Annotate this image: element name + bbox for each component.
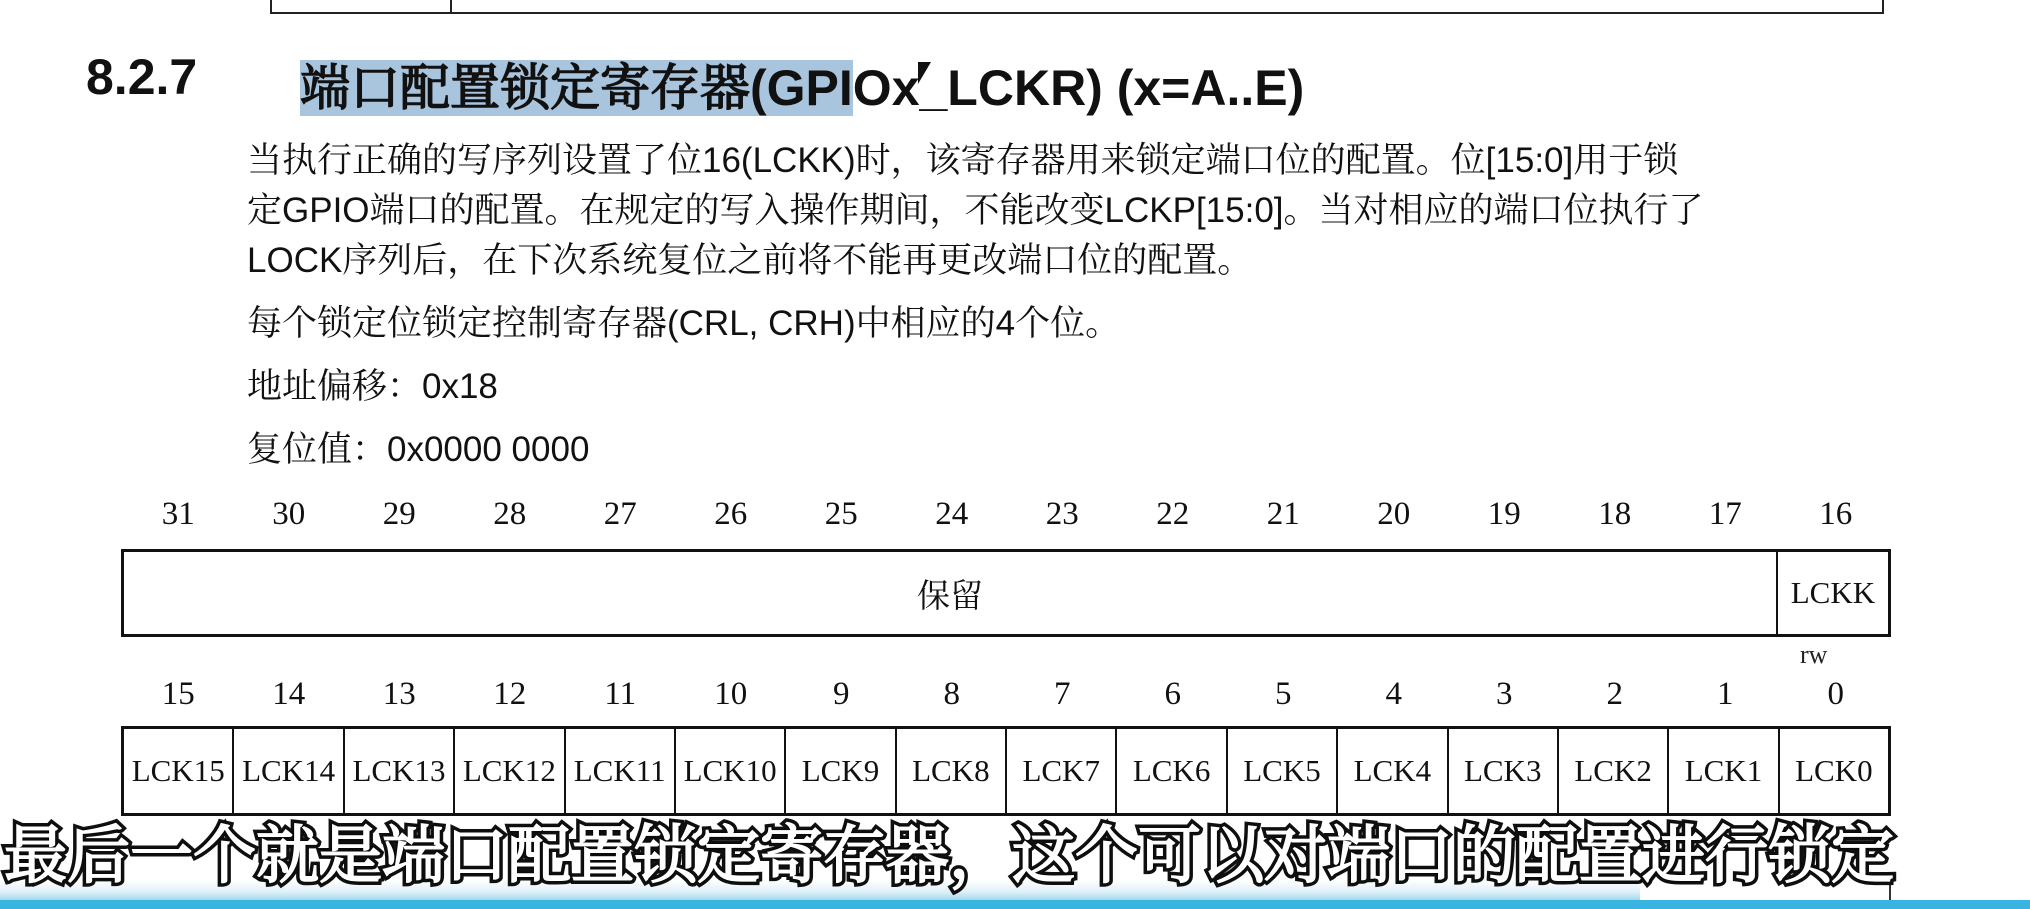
lck14-field: LCK14 [234,729,344,813]
section-title [300,48,1304,120]
bit-numbers-low [123,676,1891,720]
lck1-field: LCK1 [1669,729,1779,813]
bit-number: 21 [1266,496,1300,532]
bit-number: 22 [1156,496,1190,532]
bit-number: 30 [272,496,306,532]
lck3-field: LCK3 [1449,729,1559,813]
selected-text[interactable]: 端口配置锁定寄存器(GPI [300,60,853,116]
bit-number: 6 [1164,676,1181,712]
bit-number: 29 [382,496,416,532]
lck10-field: LCK10 [676,729,786,813]
bit-number: 15 [161,676,195,712]
lck2-field: LCK2 [1559,729,1669,813]
bit-number: 0 [1827,676,1844,712]
mouse-cursor-icon [918,62,931,84]
bit-number: 14 [272,676,306,712]
bit-number: 11 [604,676,637,712]
bit-number: 5 [1275,676,1292,712]
lck7-field: LCK7 [1007,729,1117,813]
section-number: 8.2.7 [86,49,198,105]
bit-number: 4 [1385,676,1402,712]
description-line-3: LOCK序列后，在下次系统复位之前将不能再更改端口位的配置。 [247,241,1253,280]
video-subtitle: 最后一个就是端口配置锁定寄存器，这个可以对端口的配置进行锁定 [4,819,1894,892]
section-title-rest: Ox_LCKR) (x=A..E) [852,60,1305,116]
lck4-field: LCK4 [1338,729,1448,813]
bit-number: 9 [833,676,850,712]
bit-number: 18 [1598,496,1632,532]
lck15-field: LCK15 [124,729,234,813]
bit-number: 12 [493,676,527,712]
bit-number: 28 [493,496,527,532]
register-row-low [121,726,1891,816]
bit-number: 31 [161,496,195,532]
reset-value: 复位值：0x0000 0000 [247,430,590,469]
lckk-field: LCKK [1790,575,1876,610]
lock-bits-note: 每个锁定位锁定控制寄存器(CRL, CRH)中相应的4个位。 [247,304,1121,343]
bit-number: 23 [1045,496,1079,532]
lck13-field: LCK13 [345,729,455,813]
previous-table-remnant [270,0,1884,14]
lck12-field: LCK12 [455,729,565,813]
lck6-field: LCK6 [1117,729,1227,813]
lck11-field: LCK11 [566,729,676,813]
bit-number: 10 [714,676,748,712]
bit-number: 17 [1708,496,1742,532]
description-line-1: 当执行正确的写序列设置了位16(LCKK)时，该寄存器用来锁定端口位的配置。位[15:0]用于锁 [247,141,1679,180]
table-divider [450,0,452,12]
bit-number: 27 [603,496,637,532]
bit-number: 7 [1054,676,1071,712]
register-row-high [121,549,1891,637]
reserved-field: 保留 [124,552,1778,634]
bit-number: 26 [714,496,748,532]
description-line-2: 定GPIO端口的配置。在规定的写入操作期间，不能改变LCKP[15:0]。当对相应的端口位执行了 [247,191,1704,230]
address-offset: 地址偏移：0x18 [247,367,498,406]
lck8-field: LCK8 [897,729,1007,813]
bit-numbers-high [123,496,1891,540]
bit-number: 2 [1606,676,1623,712]
bit-number: 1 [1717,676,1734,712]
bit-number: 19 [1487,496,1521,532]
lck9-field: LCK9 [786,729,896,813]
bit-number: 24 [935,496,969,532]
bit-number: 20 [1377,496,1411,532]
bit-number: 25 [824,496,858,532]
video-progress-bar[interactable] [0,900,2030,909]
bit-number: 16 [1819,496,1853,532]
lck5-field: LCK5 [1228,729,1338,813]
bit-number: 13 [382,676,416,712]
bit-number: 8 [943,676,960,712]
bit-number: 3 [1496,676,1513,712]
lck0-field: LCK0 [1795,753,1873,788]
lckk-access: rw [1800,640,1828,669]
